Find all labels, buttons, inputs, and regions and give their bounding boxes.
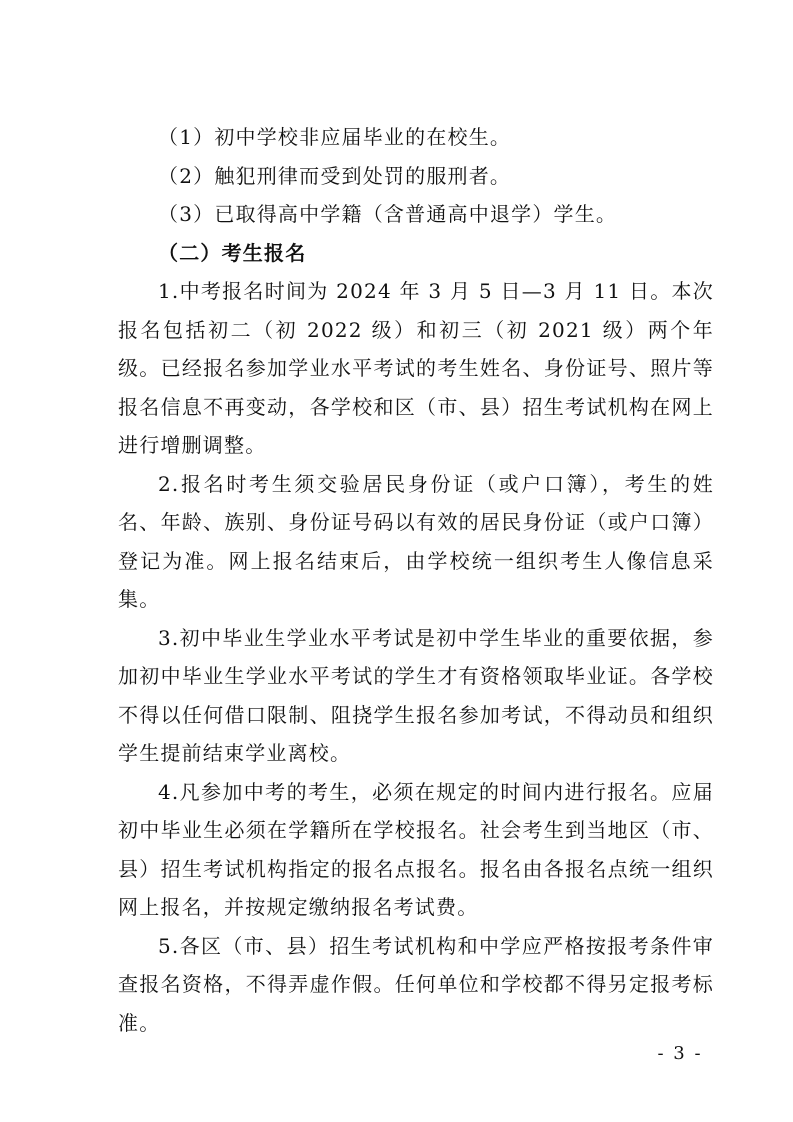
page-number: - 3 -	[657, 1043, 703, 1064]
list-item: （3）已取得高中学籍（含普通高中退学）学生。	[158, 202, 618, 226]
paragraph: 2.报名时考生须交验居民身份证（或户口簿），考生的姓名、年龄、族别、身份证号码以有效的居民身份证（或户口簿）登记为准。网上报名结束后，由学校统一组织考生人像信息采集。	[118, 471, 714, 611]
paragraph: 3.初中毕业生学业水平考试是初中学生毕业的重要依据，参加初中毕业生学业水平考试的学生才有资格领取毕业证。各学校不得以任何借口限制、阻挠学生报名参加考试，不得动员和组织学生提前结束学业离校。	[118, 625, 714, 765]
paragraph: 4.凡参加中考的考生，必须在规定的时间内进行报名。应届初中毕业生必须在学籍所在学校报名。社会考生到当地区（市、县）招生考试机构指定的报名点报名。报名由各报名点统一组织网上报名，并按规定缴纳报名考试费。	[118, 779, 714, 919]
paragraph: 5.各区（市、县）招生考试机构和中学应严格按报考条件审查报名资格，不得弄虚作假。任何单位和学校都不得另定报考标准。	[118, 933, 714, 1035]
paragraph: 1.中考报名时间为 2024 年 3 月 5 日—3 月 11 日。本次报名包括初二（初 2022 级）和初三（初 2021 级）两个年级。已经报名参加学业水平考试的考生姓名、身份证号、照片等报名信息不再变动，各学校和区（市、县）招生考试机构在网上进行增删调整。	[118, 279, 714, 457]
list-item: （2）触犯刑律而受到处罚的服刑者。	[158, 163, 512, 188]
document-body	[118, 118, 714, 1042]
section-heading: （二）考生报名	[158, 240, 307, 265]
list-item: （1）初中学校非应届毕业的在校生。	[158, 125, 512, 149]
